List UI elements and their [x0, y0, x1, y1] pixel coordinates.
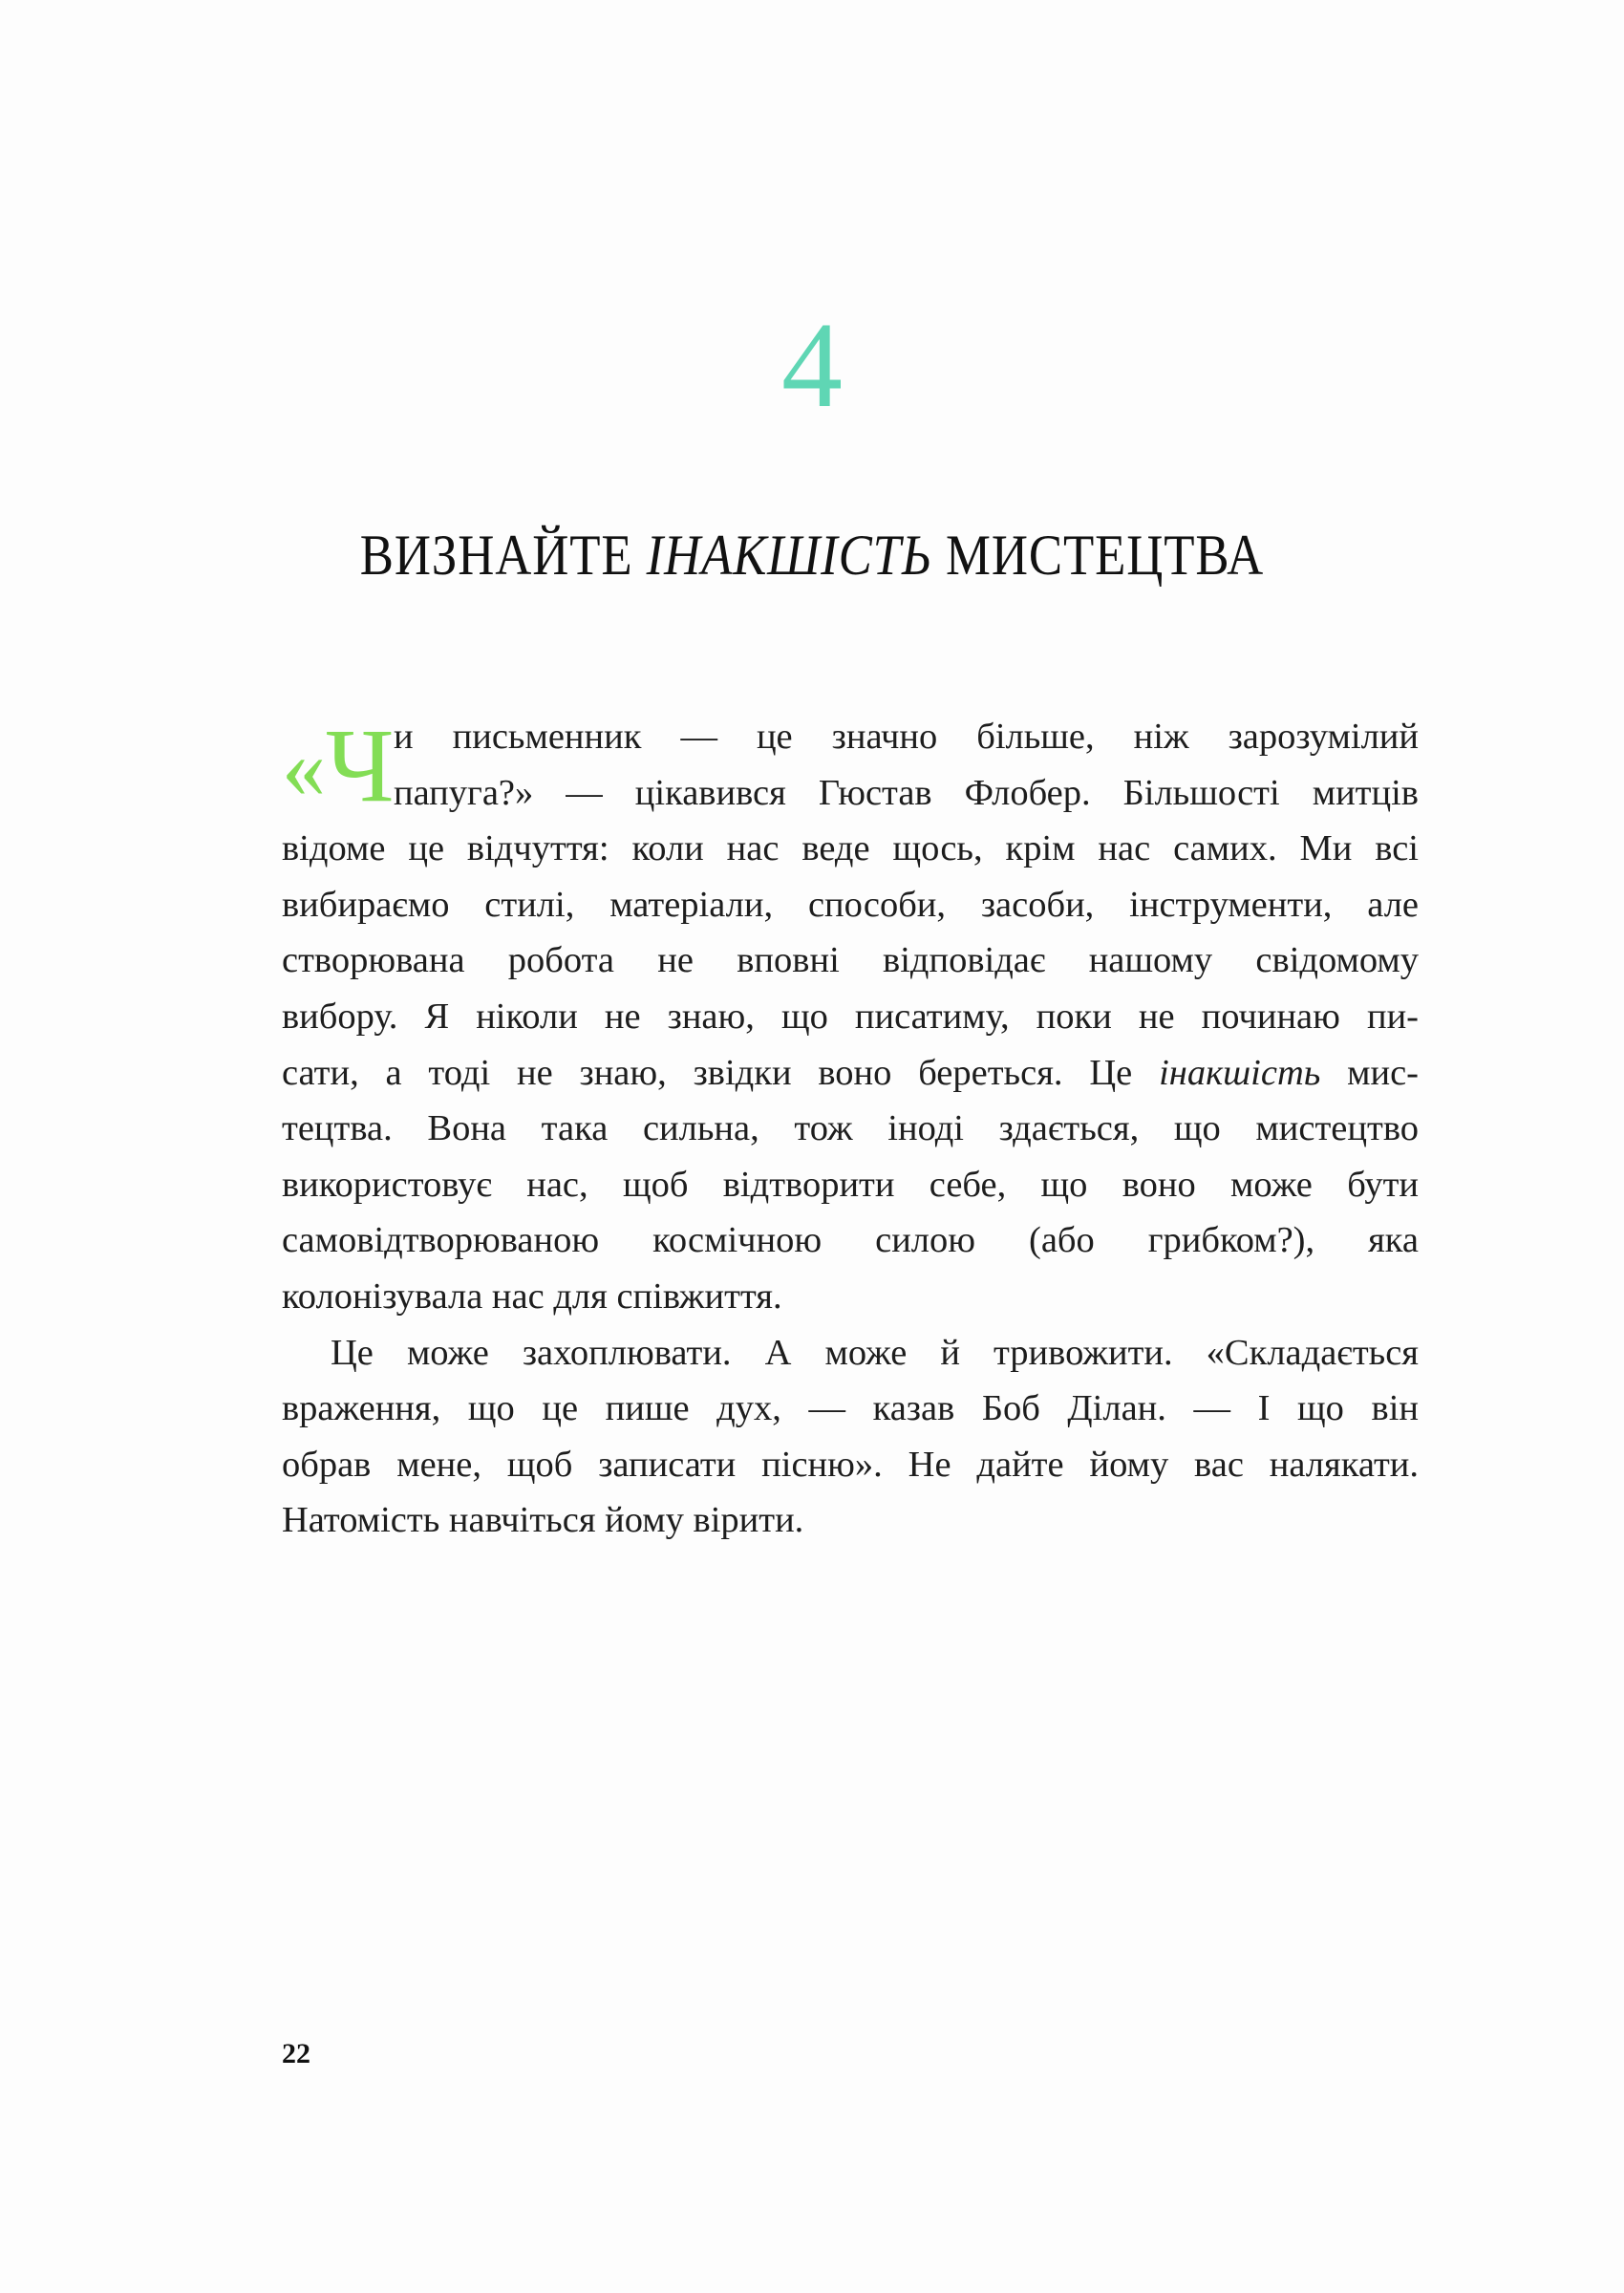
paragraph-1-line-7-start: сати, а тоді не знаю, звідки воно береться. Це	[282, 1052, 1160, 1093]
paragraph-1-line-8: тецтва. Вона така сильна, тож іноді здається, що мистецтво	[282, 1108, 1419, 1149]
paragraph-1-line-9: використовує нас, щоб відтворити себе, що воно може бути	[282, 1164, 1419, 1205]
paragraph-1-line-3: відоме це відчуття: коли нас веде щось, крім нас самих. Ми всі	[282, 828, 1419, 869]
chapter-title	[97, 524, 1527, 587]
paragraph-2-line-1: Це може захоплювати. А може й тривожити. «Складається	[331, 1332, 1419, 1373]
paragraph-1-line-10: самовідтворюваною космічною силою (або грибком?), яка	[282, 1220, 1419, 1261]
chapter-title-emphasis: ІНАКШІСТЬ	[646, 524, 932, 587]
paragraph-1-line-7	[282, 1045, 1419, 1102]
paragraph-1-line-5: створювана робота не вповні відповідає нашому свідомому	[282, 940, 1419, 981]
paragraph-1-line-2: папуга?» — цікавився Гюстав Флобер. Більшості митців	[394, 772, 1419, 813]
chapter-number: 4	[781, 297, 843, 433]
paragraph-2-line-4: Натомість навчіться йому вірити.	[282, 1500, 804, 1541]
page-number: 22	[282, 2038, 310, 2069]
paragraph-1-line-7-end: мис-	[1320, 1052, 1419, 1093]
drop-cap	[282, 707, 395, 827]
paragraph-2-line-2: враження, що це пише дух, — казав Боб Ділан. — І що він	[282, 1388, 1419, 1429]
paragraph-1-line-4: вибираємо стилі, матеріали, способи, засоби, інструменти, але	[282, 884, 1419, 925]
paragraph-1-line-1: и письменник — це значно більше, ніж зарозумілий	[394, 717, 1419, 757]
chapter-title-start: ВИЗНАЙТЕ	[359, 524, 647, 587]
drop-cap-letter: Ч	[326, 707, 395, 824]
paragraph-2-line-3: обрав мене, щоб записати пісню». Не дайте йому вас налякати.	[282, 1444, 1419, 1485]
chapter-body-text	[282, 709, 1419, 1549]
paragraph-1-line-6: вибору. Я ніколи не знаю, що писатиму, поки не починаю пи-	[282, 996, 1419, 1037]
drop-cap-quote: «	[282, 718, 326, 816]
emphasis-word: інакшість	[1159, 1052, 1321, 1093]
chapter-title-end: МИСТЕЦТВА	[931, 524, 1265, 587]
paragraph-1-line-11: колонізувала нас для співжиття.	[282, 1275, 782, 1317]
